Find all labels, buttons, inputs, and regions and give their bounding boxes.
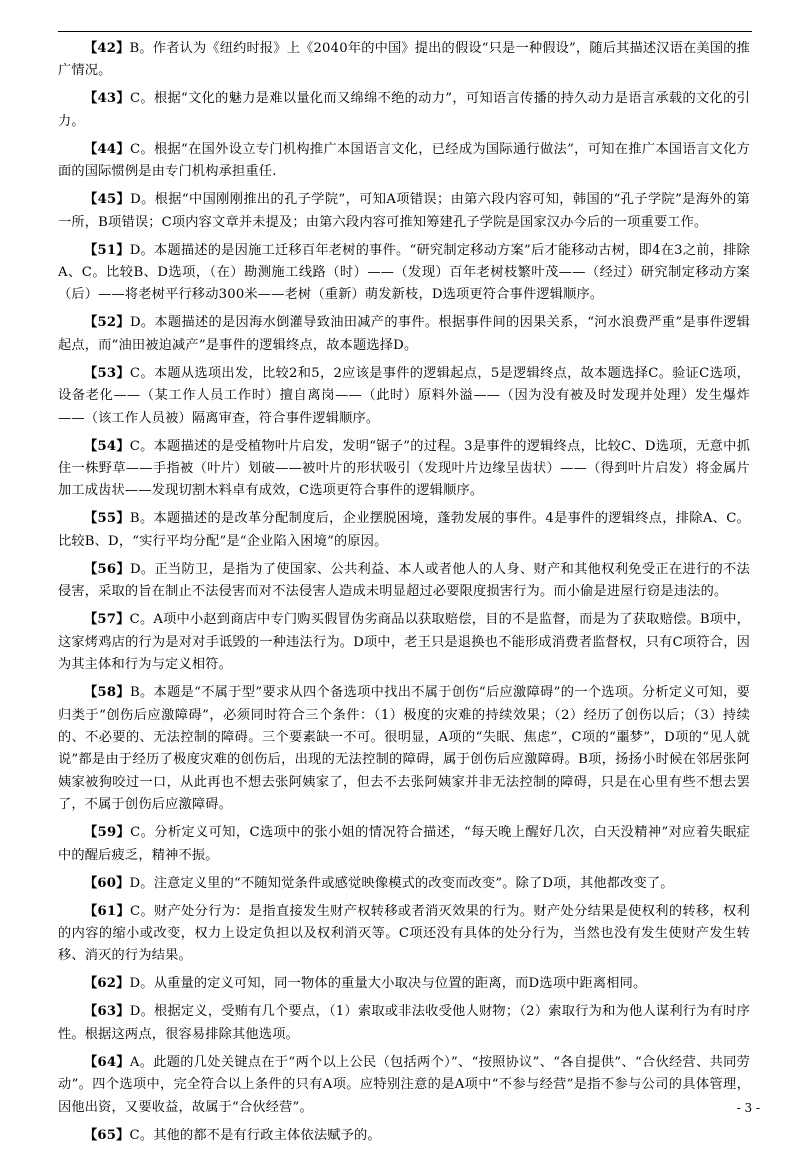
answer-text: D。从重量的定义可知，同一物体的重量大小取决与位置的距离，而D选项中距离相同。 — [129, 976, 647, 992]
answer-text: C。本题描述的是受植物叶片启发，发明“锯子”的过程。3是事件的逻辑终点，比较C、D选项，无意中抓住一株野草——手指被（叶片）划破——被叶片的形状吸引（发现叶片边缘呈齿状）——（得到叶片启发）将金属片加工成齿状——发现切割木料卓有成效，C选项更符合事件的逻辑顺序。 — [58, 438, 750, 499]
answer-59 — [58, 822, 750, 867]
answer-51 — [58, 240, 750, 307]
answer-text: D。根据定义，受贿有几个要点，（1）索取或非法收受他人财物；（2）索取行为和为他人谋利行为有时序性。根据这两点，很容易排除其他选项。 — [58, 1004, 751, 1042]
answer-text: C。其他的都不是有行政主体依法赋予的。 — [129, 1127, 381, 1143]
answer-text: A。此题的几处关键点在于“两个以上公民（包括两个）”、“按照协议”、“各自提供”、“合伙经营、共同劳动”。四个选项中，完全符合以上条件的只有A项。应特别注意的是A项中“不参与经营”是指不参与公司的具体管理，因他出资，又要收益，故属于“合伙经营”。 — [58, 1054, 750, 1115]
answer-65 — [58, 1125, 750, 1147]
answer-60 — [58, 873, 750, 895]
question-number: 【58】 — [84, 685, 130, 701]
answer-text: D。本题描述的是因施工迁移百年老树的事件。“研究制定移动方案”后才能移动古树，即4在3之前，排除A、C。比较B、D选项，（在）勘测施工线路（时）——（发现）百年老树枝繁叶茂——（经过）研究制定移动方案（后）——将老树平行移动300米——老树（重新）萌发新枝，D选项更符合事件逻辑顺序。 — [58, 242, 751, 303]
answer-list — [58, 38, 750, 1153]
answer-52 — [58, 312, 750, 357]
question-number: 【62】 — [84, 976, 130, 992]
question-number: 【55】 — [84, 511, 130, 527]
answer-64 — [58, 1052, 750, 1119]
answer-text: C。本题从选项出发，比较2和5，2应该是事件的逻辑起点，5是逻辑终点，故本题选择C。验证C选项，设备老化——（某工作人员工作时）擅自离岗——（此时）原料外溢——（因为没有被及时发现并处理）发生爆炸——（该工作人员被）隔离审查，符合事件逻辑顺序。 — [58, 365, 751, 426]
answer-text: C。财产处分行为：是指直接发生财产权转移或者消灭效果的行为。财产处分结果是使权利的转移，权利的内容的缩小或改变，权力上设定负担以及权利消灭等。C项还没有具体的处分行为，当然也没有发生使财产发生转移、消灭的行为结果。 — [58, 903, 750, 964]
question-number: 【56】 — [84, 561, 130, 577]
question-number: 【63】 — [84, 1004, 130, 1020]
answer-62 — [58, 973, 750, 995]
question-number: 【57】 — [84, 612, 130, 628]
question-number: 【44】 — [84, 141, 130, 157]
question-number: 【53】 — [84, 365, 130, 381]
answer-44 — [58, 139, 750, 184]
answer-56 — [58, 559, 750, 604]
answer-57 — [58, 609, 750, 676]
answer-text: B。本题是“不属于型”要求从四个备选项中找出不属于创伤“后应激障碍”的一个选项。分析定义可知，要归类于“创伤后应激障碍”，必须同时符合三个条件：（1）极度的灾难的持续效果；（2）经历了创伤以后；（3）持续的、不必要的、无法控制的障碍。三个要素缺一不可。很明显，A项的“失眠、焦虑”，C项的“噩梦”，D项的“见人就说”都是由于经历了极度灾难的创伤后，出现的无法控制的障碍，属于创伤后应激障碍。B项，扬扬小时候在邻居张阿姨家被狗咬过一口，从此再也不想去张阿姨家了，但去不去张阿姨家并非无法控制的障碍，只是在心里有些不想去罢了，不属于创伤后应激障碍。 — [58, 685, 750, 813]
answer-text: C。根据“在国外设立专门机构推广本国语言文化，已经成为国际通行做法”，可知在推广本国语言文化方面的国际惯例是由专门机构承担重任. — [58, 141, 750, 180]
header-rule — [58, 31, 752, 32]
question-number: 【59】 — [84, 825, 131, 841]
question-number: 【51】 — [84, 242, 130, 258]
answer-54 — [58, 436, 750, 503]
answer-61 — [58, 901, 750, 968]
question-number: 【65】 — [84, 1127, 130, 1143]
question-number: 【45】 — [84, 192, 131, 208]
answer-63 — [58, 1001, 750, 1046]
answer-text: D。根据“中国刚刚推出的孔子学院”，可知A项错误；由第六段内容可知，韩国的“孔子学院”是海外的第一所，B项错误；C项内容文章并未提及；由第六段内容可推知筹建孔子学院是国家汉办今后的一项重要工作。 — [58, 192, 750, 230]
question-number: 【52】 — [84, 315, 130, 331]
answer-text: C。分析定义可知，C选项中的张小姐的情况符合描述，“每天晚上醒好几次，白天没精神”对应着失眠症中的醒后疲乏，精神不振。 — [58, 825, 751, 863]
question-number: 【54】 — [84, 438, 130, 454]
answer-58 — [58, 682, 750, 816]
question-number: 【43】 — [84, 91, 130, 107]
page-number: - 3 - — [736, 1101, 760, 1115]
answer-43 — [58, 88, 750, 133]
answer-45 — [58, 189, 750, 234]
question-number: 【61】 — [84, 903, 131, 919]
answer-text: B。本题描述的是改革分配制度后，企业摆脱困境，蓬勃发展的事件。4是事件的逻辑终点，排除A、C。比较B、D，“实行平均分配”是“企业陷入困境”的原因。 — [58, 511, 751, 549]
answer-text: C。A项中小赵到商店中专门购买假冒伪劣商品以获取赔偿，目的不是监督，而是为了获取赔偿。B项中，这家烤鸡店的行为是对对手诋毁的一种违法行为。D项中，老王只是退换也不能形成消费者监督权，只有C项符合，因为其主体和行为与定义相符。 — [58, 612, 750, 673]
answer-text: D。注意定义里的“不随知觉条件或感觉映像模式的改变而改变”。除了D项，其他都改变了。 — [129, 875, 674, 891]
answer-text: D。正当防卫，是指为了使国家、公共利益、本人或者他人的人身、财产和其他权利免受正在进行的不法侵害，采取的旨在制止不法侵害而对不法侵害人造成未明显超过必要限度损害行为。而小偷是进屋行窃是违法的。 — [58, 561, 750, 600]
answer-55 — [58, 508, 750, 553]
question-number: 【42】 — [84, 41, 130, 56]
answer-text: C。根据“文化的魅力是难以量化而又绵绵不绝的动力”，可知语言传播的持久动力是语言承载的文化的引力。 — [58, 91, 750, 129]
question-number: 【60】 — [84, 875, 130, 891]
answer-text: D。本题描述的是因海水倒灌导致油田减产的事件。根据事件间的因果关系，“河水浪费严重”是事件逻辑起点，而“油田被迫减产”是事件的逻辑终点，故本题选择D。 — [58, 315, 751, 353]
question-number: 【64】 — [84, 1054, 130, 1070]
answer-42 — [58, 38, 750, 83]
answer-text: B。作者认为《纽约时报》上《2040年的中国》提出的假设“只是一种假设”，随后其描述汉语在美国的推广情况。 — [58, 41, 750, 79]
answer-53 — [58, 363, 750, 430]
